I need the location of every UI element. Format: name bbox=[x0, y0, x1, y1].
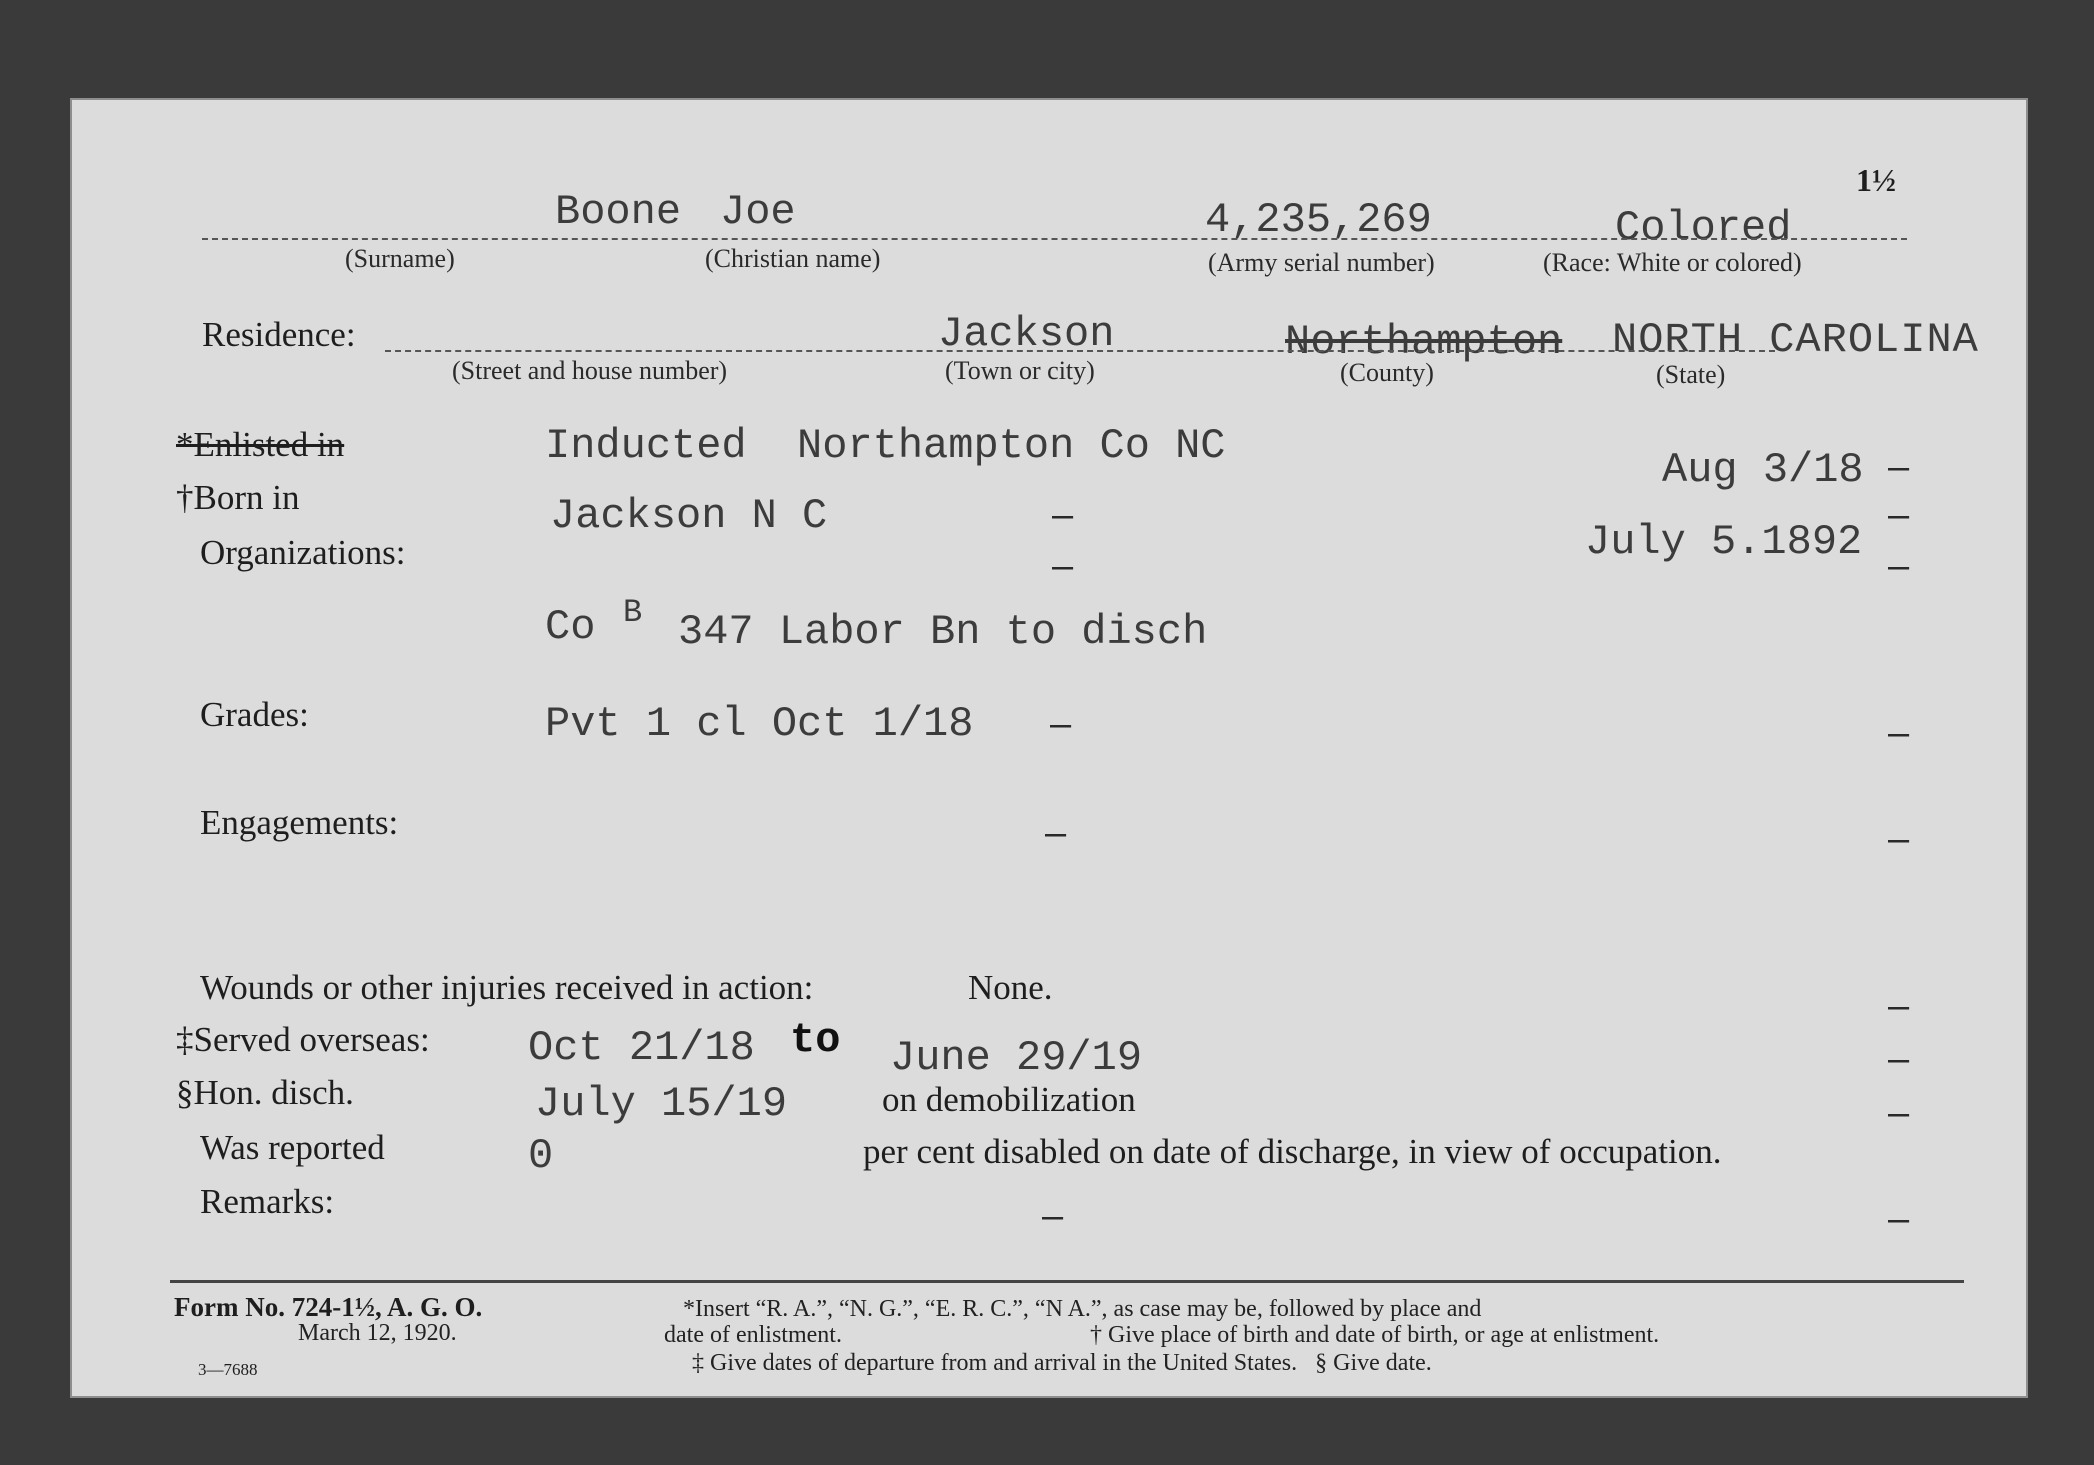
race: Colored bbox=[1615, 204, 1792, 252]
organizations-label: Organizations: bbox=[200, 533, 406, 572]
wounds-dash: – bbox=[1888, 985, 1910, 1027]
grades-value: Pvt 1 cl Oct 1/18 bbox=[545, 700, 974, 748]
enlisted-value: Inducted Northampton Co NC bbox=[545, 422, 1226, 470]
org-unit: 347 Labor Bn to disch bbox=[678, 608, 1208, 656]
engagements-mid-dash: – bbox=[1045, 812, 1067, 854]
born-date: July 5.1892 bbox=[1585, 518, 1863, 566]
footnote-enlisted: *Insert “R. A.”, “N. G.”, “E. R. C.”, “N A.”, as case may be, followed by place and bbox=[683, 1296, 1482, 1322]
grades-mid-dash: – bbox=[1050, 703, 1072, 745]
overseas-label: ‡Served overseas: bbox=[176, 1020, 430, 1059]
remarks-label: Remarks: bbox=[200, 1182, 335, 1221]
grades-label: Grades: bbox=[200, 695, 309, 734]
disabled-text: per cent disabled on date of discharge, in view of occupation. bbox=[863, 1132, 1722, 1171]
residence-line bbox=[385, 350, 1775, 352]
print-number: 3—7688 bbox=[198, 1360, 258, 1379]
org-co: Co bbox=[545, 603, 596, 651]
remarks-dash: – bbox=[1888, 1198, 1910, 1240]
name-line bbox=[202, 238, 1907, 240]
born-label: †Born in bbox=[176, 478, 300, 517]
hon-disch-date: July 15/19 bbox=[535, 1080, 788, 1128]
surname-caption: (Surname) bbox=[345, 244, 455, 273]
wounds-label: Wounds or other injuries received in action: bbox=[200, 968, 814, 1007]
engagements-label: Engagements: bbox=[200, 803, 399, 842]
disabled-percent: 0 bbox=[528, 1132, 554, 1180]
was-reported-label: Was reported bbox=[200, 1128, 385, 1167]
overseas-dash: – bbox=[1888, 1038, 1910, 1080]
org-company-letter: B bbox=[623, 594, 643, 631]
grades-dash: – bbox=[1888, 712, 1910, 754]
serial-caption: (Army serial number) bbox=[1208, 248, 1435, 277]
christian-name: Joe bbox=[720, 188, 796, 236]
christian-caption: (Christian name) bbox=[705, 244, 881, 273]
footnote-enlisted-cont: date of enlistment. bbox=[664, 1322, 842, 1348]
remarks-mid-dash: – bbox=[1042, 1195, 1064, 1237]
overseas-from: Oct 21/18 bbox=[528, 1024, 755, 1072]
corner-number: 1½ bbox=[1856, 162, 1896, 198]
state: NORTH CAROLINA bbox=[1612, 316, 1979, 364]
hon-disch-dash: – bbox=[1888, 1092, 1910, 1134]
engagements-dash: – bbox=[1888, 818, 1910, 860]
county: Northampton bbox=[1285, 318, 1563, 366]
residence-label: Residence: bbox=[202, 315, 356, 354]
state-caption: (State) bbox=[1656, 360, 1726, 389]
form-date: March 12, 1920. bbox=[298, 1320, 457, 1346]
overseas-to: June 29/19 bbox=[890, 1034, 1143, 1082]
town: Jackson bbox=[938, 310, 1115, 358]
born-dash: – bbox=[1888, 494, 1910, 536]
town-caption: (Town or city) bbox=[945, 356, 1095, 385]
county-caption: (County) bbox=[1340, 358, 1434, 387]
org-mid-dash: – bbox=[1052, 545, 1074, 587]
enlisted-label: *Enlisted in bbox=[176, 425, 345, 464]
overseas-to-word: to bbox=[790, 1016, 841, 1064]
enlisted-dash: – bbox=[1888, 446, 1910, 488]
surname: Boone bbox=[555, 188, 682, 236]
wounds-value: None. bbox=[968, 968, 1053, 1007]
footnote-born: † Give place of birth and date of birth, or age at enlistment. bbox=[1090, 1322, 1660, 1348]
serial-number: 4,235,269 bbox=[1205, 196, 1432, 244]
race-caption: (Race: White or colored) bbox=[1543, 248, 1802, 277]
footnote-overseas: ‡ Give dates of departure from and arrival in the United States. § Give date. bbox=[692, 1350, 1432, 1376]
enlisted-date: Aug 3/18 bbox=[1662, 446, 1864, 494]
form-number: Form No. 724-1½, A. G. O. bbox=[174, 1292, 483, 1322]
born-value: Jackson N C bbox=[550, 492, 828, 540]
org-dash: – bbox=[1888, 545, 1910, 587]
hon-disch-note: on demobilization bbox=[882, 1080, 1136, 1119]
footer-divider bbox=[170, 1280, 1964, 1283]
born-mid-dash: – bbox=[1052, 494, 1074, 536]
street-caption: (Street and house number) bbox=[452, 356, 728, 385]
hon-disch-label: §Hon. disch. bbox=[176, 1073, 354, 1112]
